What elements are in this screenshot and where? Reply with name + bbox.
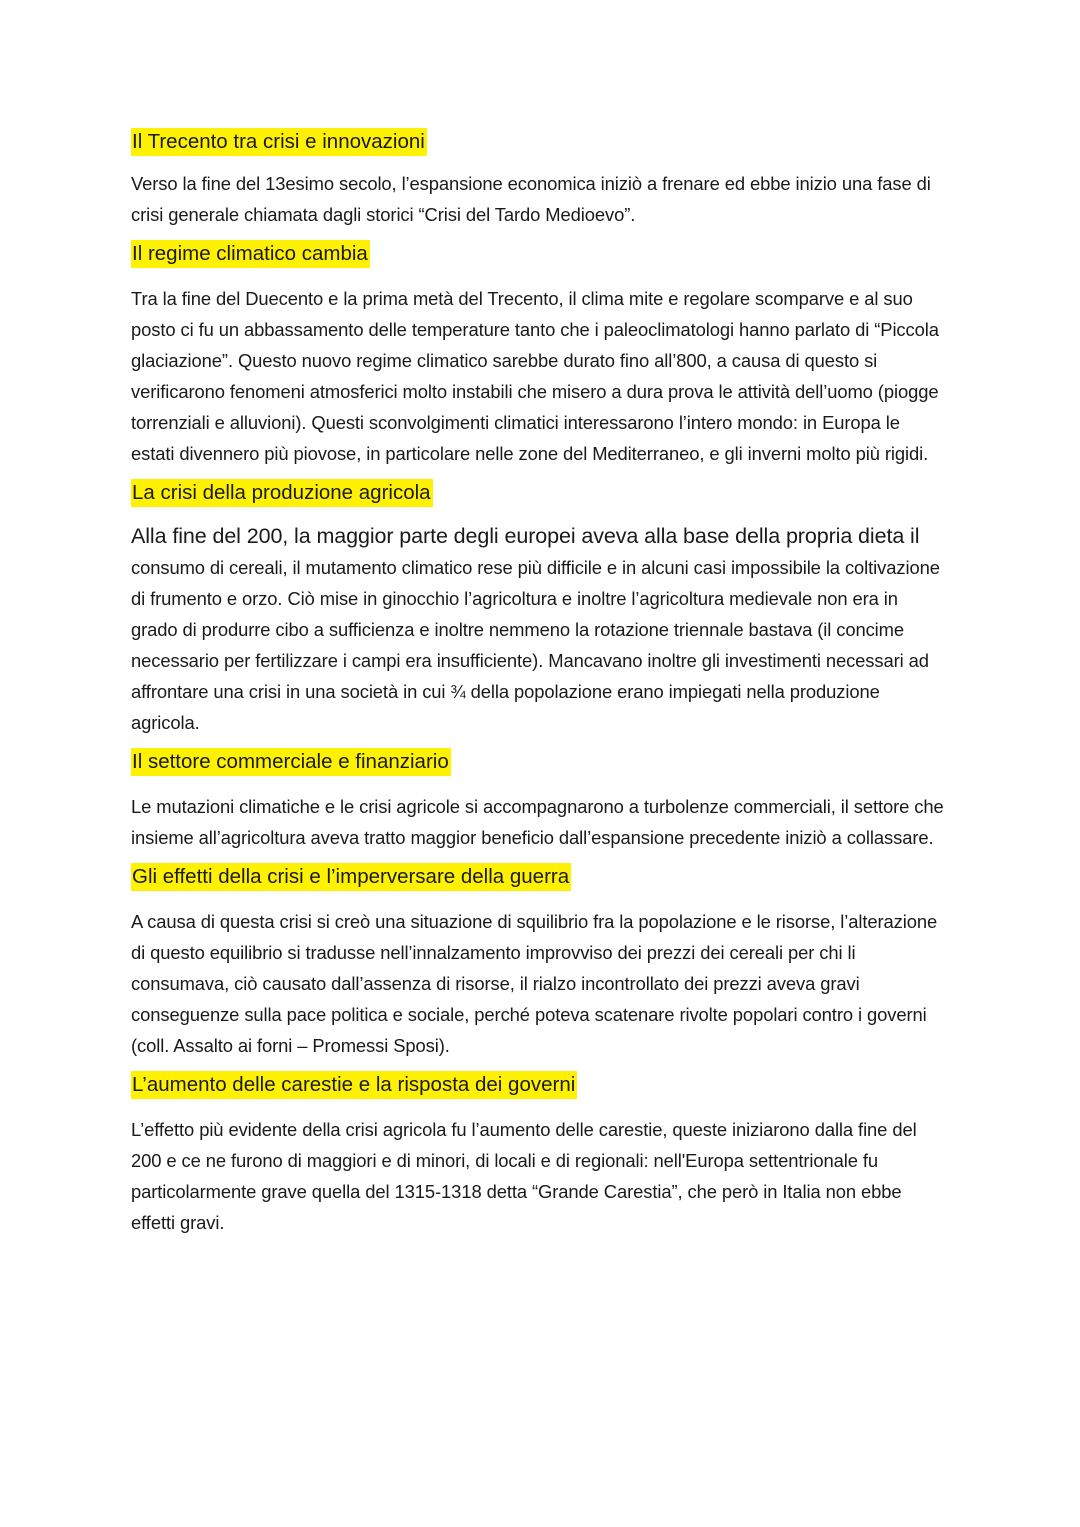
section-heading: L’aumento delle carestie e la risposta dei governi [131,1071,577,1099]
section-paragraph: Tra la fine del Duecento e la prima metà del Trecento, il clima mite e regolare scomparve e al suo posto ci fu un abbassamento delle temperature tanto che i paleoclimatologi hanno parlato di “Piccola glaciazione”. Questo nuovo regime climatico sarebbe durato fino all’800, a causa di questo si verificarono fenomeni atmosferici molto instabili che misero a dura prova le attività dell’uomo (piogge torrenziali e alluvioni). Questi sconvolgimenti climatici interessarono l’intero mondo: in Europa le estati divennero più piovose, in particolare nelle zone del Mediterraneo, e gli inverni molto più rigidi. [131,288,939,464]
section-trecento [131,128,946,230]
section-produzione-agricola [131,479,946,738]
paragraph-body: consumo di cereali, il mutamento climatico rese più difficile e in alcuni casi impossibile la coltivazione di frumento e orzo. Ciò mise in ginocchio l’agricoltura e inoltre l’agricoltura medievale non era in grado di produrre cibo a sufficienza e inoltre nemmeno la rotazione triennale bastava (il concime necessario per fertilizzare i campi era insufficiente). Mancavano inoltre gli investimenti necessari ad affrontare una crisi in una società in cui ¾ della popolazione erano impiegati nella produzione agricola. [131,557,940,733]
section-aumento-carestie [131,1071,946,1238]
section-heading: Il regime climatico cambia [131,240,370,268]
section-heading: Il settore commerciale e finanziario [131,748,451,776]
section-paragraph: Verso la fine del 13esimo secolo, l’espansione economica iniziò a frenare ed ebbe inizio una fase di crisi generale chiamata dagli storici “Crisi del Tardo Medioevo”. [131,173,931,225]
section-heading: Il Trecento tra crisi e innovazioni [131,128,427,156]
section-heading: La crisi della produzione agricola [131,479,433,507]
section-effetti-crisi [131,863,946,1061]
section-paragraph: Le mutazioni climatiche e le crisi agricole si accompagnarono a turbolenze commerciali, il settore che insieme all’agricoltura aveva tratto maggior beneficio dall’espansione precedente iniziò a collassare. [131,796,944,848]
section-paragraph: L’effetto più evidente della crisi agricola fu l’aumento delle carestie, queste iniziarono dalla fine del 200 e ce ne furono di maggiori e di minori, di locali e di regionali: nell'Europa settentrionale fu particolarmente grave quella del 1315-1318 detta “Grande Carestia”, che però in Italia non ebbe effetti gravi. [131,1119,917,1233]
section-heading: Gli effetti della crisi e l’imperversare della guerra [131,863,571,891]
section-paragraph [131,521,946,738]
section-paragraph: A causa di questa crisi si creò una situazione di squilibrio fra la popolazione e le risorse, l’alterazione di questo equilibrio si tradusse nell’innalzamento improvviso dei prezzi dei cereali per chi li consumava, ciò causato dall’assenza di risorse, il rialzo incontrollato dei prezzi aveva gravi conseguenze sulla pace politica e sociale, perché poteva scatenare rivolte popolari contro i governi (coll. Assalto ai forni – Promessi Sposi). [131,911,938,1056]
document-page [131,128,946,1238]
section-regime-climatico [131,240,946,469]
section-settore-commerciale [131,748,946,853]
paragraph-lead-line: Alla fine del 200, la maggior parte degli europei aveva alla base della propria dieta il [131,524,920,548]
